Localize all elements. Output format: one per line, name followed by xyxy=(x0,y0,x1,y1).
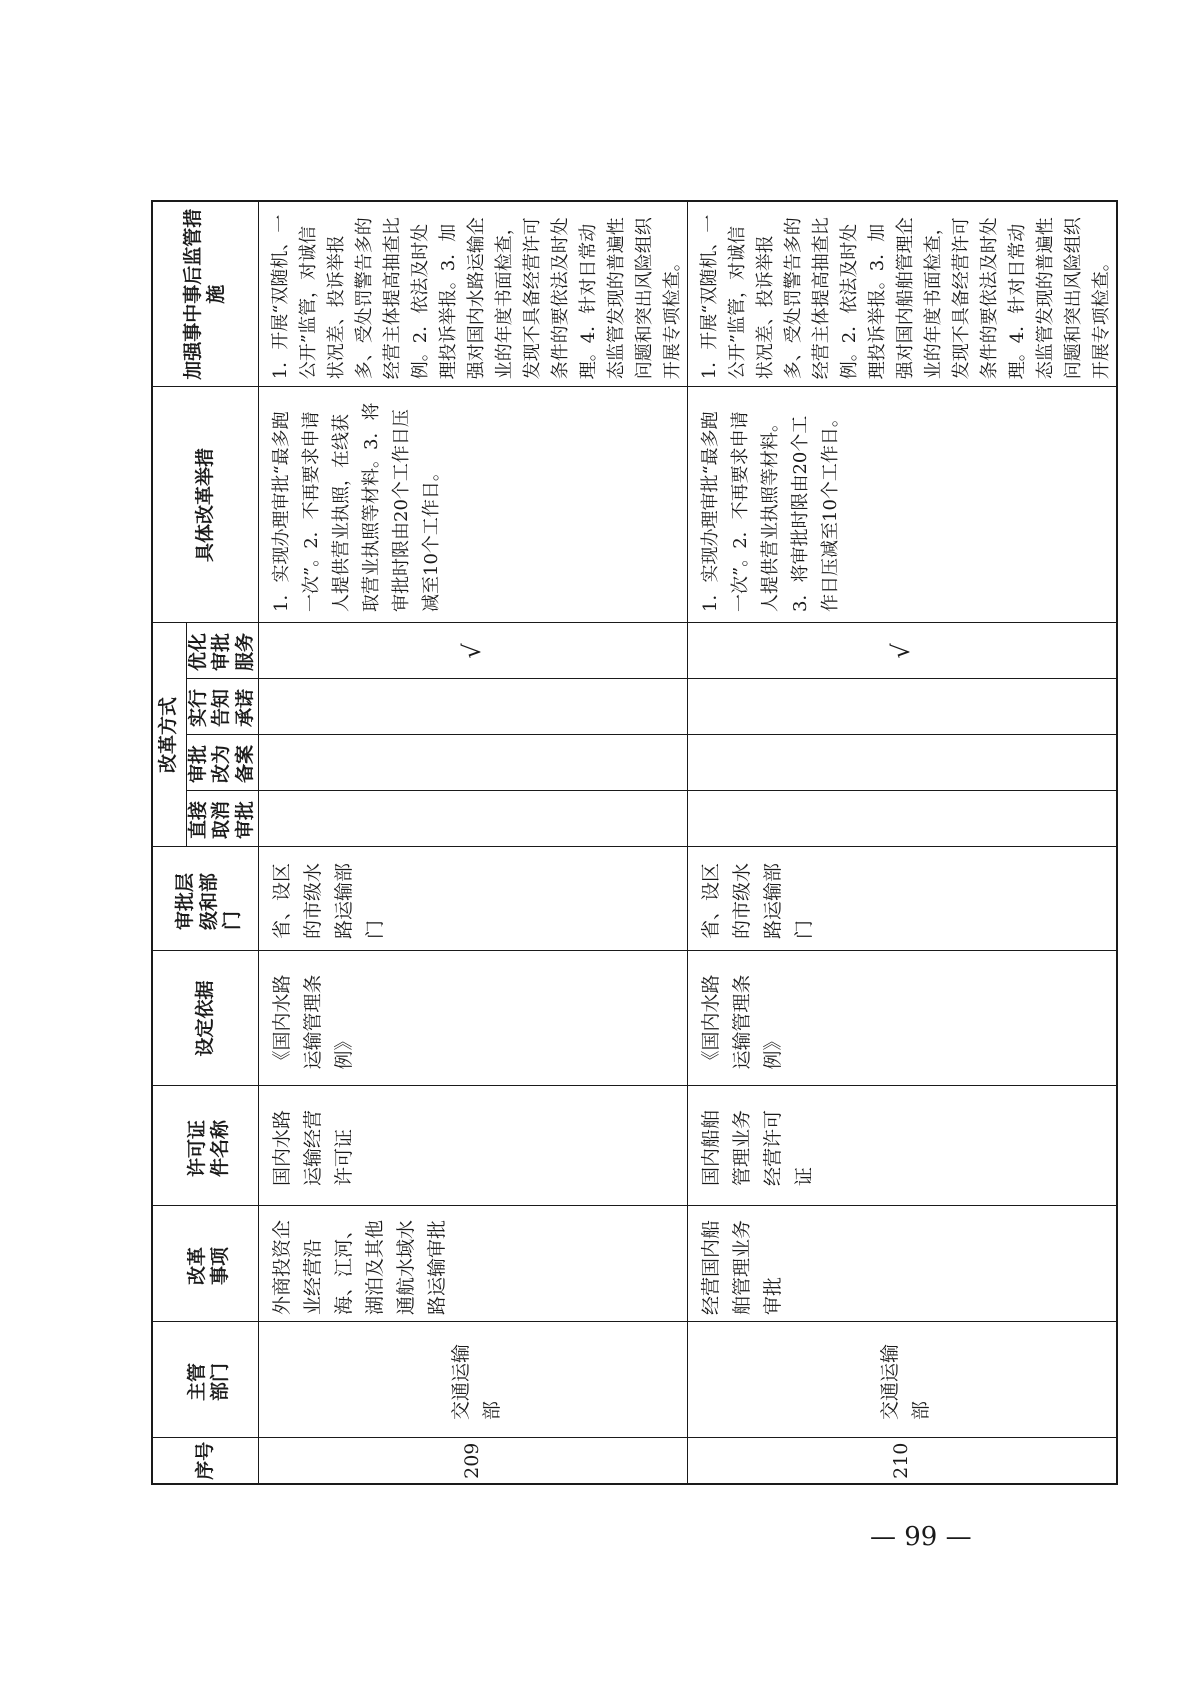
header-basis: 设定依据 xyxy=(152,951,258,1086)
row-m3 xyxy=(687,679,1117,735)
header-dept: 主管部门 xyxy=(152,1322,258,1438)
row-seq: 209 xyxy=(258,1438,687,1484)
row-item: 经营国内船舶管理业务审批 xyxy=(687,1206,1117,1322)
row-level: 省、设区的市级水路运输部门 xyxy=(258,847,687,951)
header-measures: 具体改革举措 xyxy=(152,387,258,623)
row-seq: 210 xyxy=(687,1438,1117,1484)
table-row xyxy=(687,201,1117,1484)
row-m3 xyxy=(258,679,687,735)
row-license: 国内船舶管理业务经营许可证 xyxy=(687,1086,1117,1206)
row-m2 xyxy=(258,735,687,791)
row-supervision: 1．开展“双随机、一公开”监管，对诚信状况差、投诉举报多、受处罚警告多的经营主体提高抽查比例。2．依法及时处理投诉举报。3．加强对国内船舶管理企业的年度书面检查，发现不具备经营许可条件的要依法及时处理。4．针对日常动态监管发现的普遍性问题和突出风险组织开展专项检查。 xyxy=(687,201,1117,387)
row-dept: 交通运输部 xyxy=(687,1322,1117,1438)
header-level: 审批层级和部门 xyxy=(152,847,258,951)
page-number-value: 99 xyxy=(904,1522,938,1552)
rotated-table-page xyxy=(151,202,1112,1485)
row-item: 外商投资企业经营沿海、江河、湖泊及其他通航水域水路运输审批 xyxy=(258,1206,687,1322)
header-seq: 序号 xyxy=(152,1438,258,1484)
row-license: 国内水路运输经营许可证 xyxy=(258,1086,687,1206)
header-m3: 实行告知承诺 xyxy=(186,679,258,735)
row-supervision: 1．开展“双随机、一公开”监管，对诚信状况差、投诉举报多、受处罚警告多的经营主体提高抽查比例。2．依法及时处理投诉举报。3．加强对国内水路运输企业的年度书面检查，发现不具备经营许可条件的要依法及时处理。4．针对日常动态监管发现的普遍性问题和突出风险组织开展专项检查。 xyxy=(258,201,687,387)
header-m1: 直接取消审批 xyxy=(186,791,258,847)
row-basis: 《国内水路运输管理条例》 xyxy=(687,951,1117,1086)
page-number: — 99 — xyxy=(870,1522,972,1552)
header-m2: 审批改为备案 xyxy=(186,735,258,791)
row-measures: 1．实现办理审批“最多跑一次”。2．不再要求申请人提供营业执照，在线获取营业执照等材料。3．将审批时限由20个工作日压减至10个工作日。 xyxy=(258,387,687,623)
row-dept: 交通运输部 xyxy=(258,1322,687,1438)
row-measures: 1．实现办理审批“最多跑一次”。2．不再要求申请人提供营业执照等材料。3．将审批时限由20个工作日压减至10个工作日。 xyxy=(687,387,1117,623)
row-level: 省、设区的市级水路运输部门 xyxy=(687,847,1117,951)
row-basis: 《国内水路运输管理条例》 xyxy=(258,951,687,1086)
table-row xyxy=(258,201,687,1484)
row-m4-checkmark: √ xyxy=(258,623,687,679)
header-license: 许可证件名称 xyxy=(152,1086,258,1206)
header-item: 改革事项 xyxy=(152,1206,258,1322)
header-supervision: 加强事中事后监管措施 xyxy=(152,201,258,387)
header-m4: 优化审批服务 xyxy=(186,623,258,679)
header-method: 改革方式 xyxy=(152,623,186,847)
row-m4-checkmark: √ xyxy=(687,623,1117,679)
row-m1 xyxy=(687,791,1117,847)
row-m2 xyxy=(687,735,1117,791)
row-m1 xyxy=(258,791,687,847)
reform-table xyxy=(151,200,1118,1485)
